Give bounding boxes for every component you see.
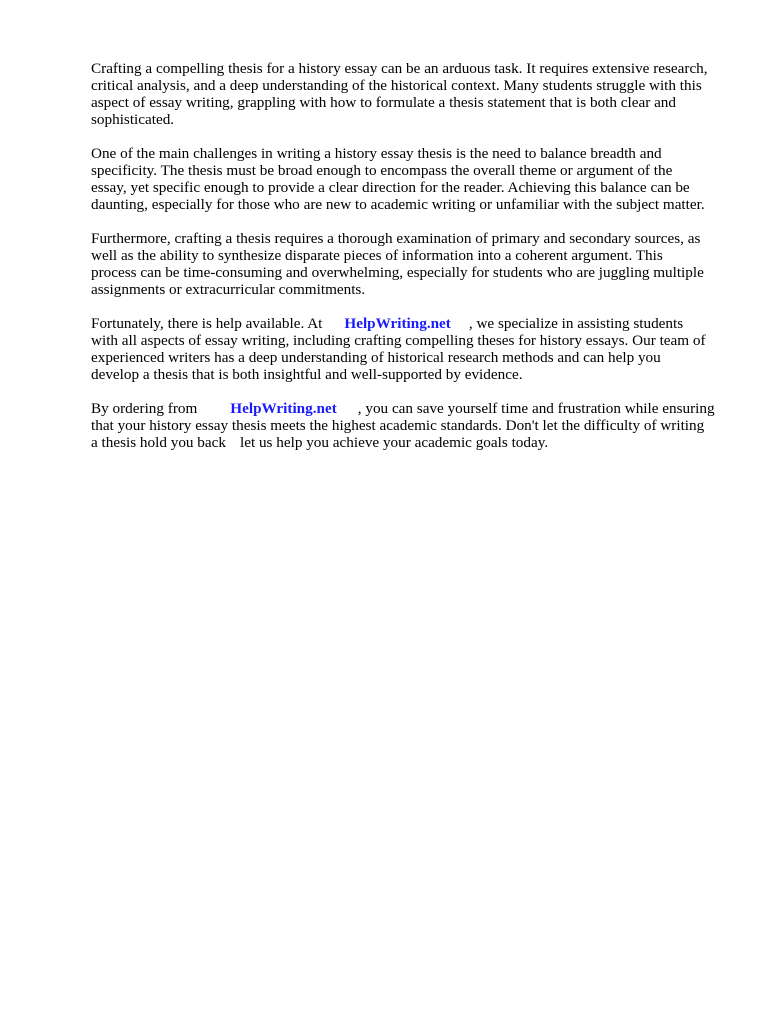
paragraph-intro [91, 60, 731, 128]
document-body [91, 60, 731, 467]
text-line: well as the ability to synthesize disparate pieces of information into a coherent argument. This [91, 246, 663, 264]
text-line: sophisticated. [91, 111, 175, 129]
paragraph-sources [91, 230, 731, 298]
helpwriting-link[interactable]: HelpWriting.net [344, 314, 451, 332]
paragraph-order [91, 400, 731, 451]
text-line: Furthermore, crafting a thesis requires a thorough examination of primary and secondary sources, as [91, 229, 701, 247]
text-line: with all aspects of essay writing, including crafting compelling theses for history essays. Our team of [91, 331, 706, 349]
text-line: essay, yet specific enough to provide a clear direction for the reader. Achieving this balance can be [91, 179, 690, 197]
text-line: experienced writers has a deep understanding of historical research methods and can help you [91, 348, 661, 366]
text-line [91, 400, 731, 417]
text-segment: Fortunately, there is help available. At [91, 314, 323, 332]
text-line: specificity. The thesis must be broad enough to encompass the overall theme or argument of the [91, 161, 673, 179]
paragraph-challenges [91, 145, 731, 213]
text-line: Crafting a compelling thesis for a history essay can be an arduous task. It requires extensive research, [91, 60, 708, 77]
paragraph-help [91, 315, 731, 383]
text-line: that your history essay thesis meets the highest academic standards. Don't let the difficulty of writing [91, 416, 705, 434]
text-line: process can be time-consuming and overwhelming, especially for students who are juggling multiple [91, 263, 704, 281]
text-line [91, 434, 731, 451]
text-line: assignments or extracurricular commitments. [91, 281, 366, 299]
text-segment: , we specialize in assisting students [468, 314, 684, 332]
text-line: daunting, especially for those who are new to academic writing or unfamiliar with the subject matter. [91, 196, 705, 214]
text-line: One of the main challenges in writing a history essay thesis is the need to balance breadth and [91, 144, 662, 162]
text-line: develop a thesis that is both insightful and well-supported by evidence. [91, 365, 523, 383]
text-line: critical analysis, and a deep understanding of the historical context. Many students struggle with this [91, 77, 702, 95]
text-segment: , you can save yourself time and frustration while ensuring [357, 399, 715, 417]
helpwriting-link[interactable]: HelpWriting.net [230, 399, 337, 417]
text-segment: a thesis hold you back [91, 433, 226, 451]
text-line [91, 315, 731, 332]
text-segment: let us help you achieve your academic goals today. [239, 433, 549, 451]
text-line: aspect of essay writing, grappling with how to formulate a thesis statement that is both clear and [91, 94, 676, 112]
text-segment: By ordering from [91, 399, 198, 417]
